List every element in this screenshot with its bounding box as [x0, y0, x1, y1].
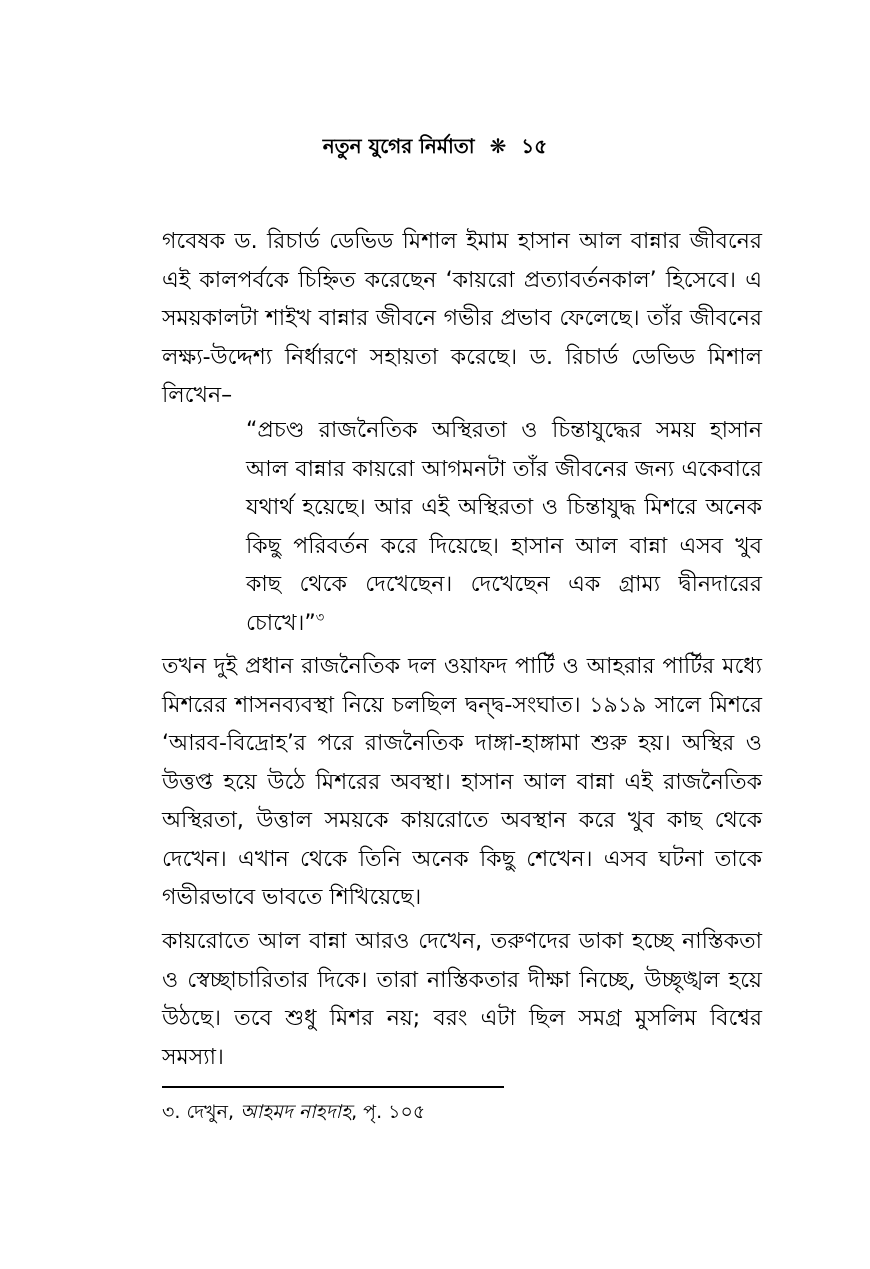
footnote-divider [162, 1086, 504, 1088]
header-title: নতুন যুগের নির্মাতা [322, 134, 475, 158]
block-quote [246, 412, 762, 643]
paragraph-1: গবেষক ড. রিচার্ড ডেভিড মিশাল ইমাম হাসান আল বান্নার জীবনের এই কালপর্বকে চিহ্নিত করেছেন ‘কায়রো প্রত্যাবর্তনকাল’ হিসেবে। এ সময়কালটা শাইখ বান্নার জীবনে গভীর প্রভাব ফেলেছে। তাঁর জীবনের লক্ষ্য-উদ্দেশ্য নির্ধারণে সহায়তা করেছে। ড. রিচার্ড ডেভিড মিশাল লিখেন– [162, 229, 762, 408]
footnote-number: ৩. [162, 1101, 181, 1123]
footnote-reference[interactable]: ৩ [315, 610, 325, 626]
footnote-source: আহমদ নাহদাহ [240, 1101, 352, 1123]
quote-text: “প্রচণ্ড রাজনৈতিক অস্থিরতা ও চিন্তাযুদ্ধের সময় হাসান আল বান্নার কায়রো আগমনটা তাঁর জীবনের জন্য একেবারে যথার্থ হয়েছে। আর এই অস্থিরতা ও চিন্তাযুদ্ধ মিশরে অনেক কিছু পরিবর্তন করে দিয়েছে। হাসান আল বান্না এসব খুব কাছ থেকে দেখেছেন। দেখেছেন এক গ্রাম্য দ্বীনদারের চোখে।” [246, 418, 762, 636]
footnote-prefix: দেখুন, [186, 1101, 235, 1123]
paragraph-2: তখন দুই প্রধান রাজনৈতিক দল ওয়াফদ পার্টি ও আহরার পার্টির মধ্যে মিশরের শাসনব্যবস্থা নিয়ে চলছিল দ্বন্দ্ব-সংঘাত। ১৯১৯ সালে মিশরে ‘আরব-বিদ্রোহ’র পরে রাজনৈতিক দাঙ্গা-হাঙ্গামা শুরু হয়। অস্থির ও উত্তপ্ত হয়ে উঠে মিশরের অবস্থা। হাসান আল বান্না এই রাজনৈতিক অস্থিরতা, উত্তাল সময়কে কায়রোতে অবস্থান করে খুব কাছ থেকে দেখেন। এখান থেকে তিনি অনেক কিছু শেখেন। এসব ঘটনা তাকে গভীরভাবে ভাবতে শিখিয়েছে। [162, 654, 762, 910]
page-number: ১৫ [521, 134, 548, 158]
footnote-suffix: , পৃ. ১০৫ [351, 1101, 426, 1123]
footnote [162, 1098, 762, 1126]
asterism-separator-icon: ❋ [489, 134, 507, 158]
paragraph-3: কায়রোতে আল বান্না আরও দেখেন, তরুণদের ডাকা হচ্ছে নাস্তিকতা ও স্বেচ্ছাচারিতার দিকে। তারা নাস্তিকতার দীক্ষা নিচ্ছে, উচ্ছৃঙ্খল হয়ে উঠছে। তবে শুধু মিশর নয়; বরং এটা ছিল সমগ্র মুসলিম বিশ্বের সমস্যা। [162, 929, 762, 1070]
running-header [0, 132, 870, 160]
